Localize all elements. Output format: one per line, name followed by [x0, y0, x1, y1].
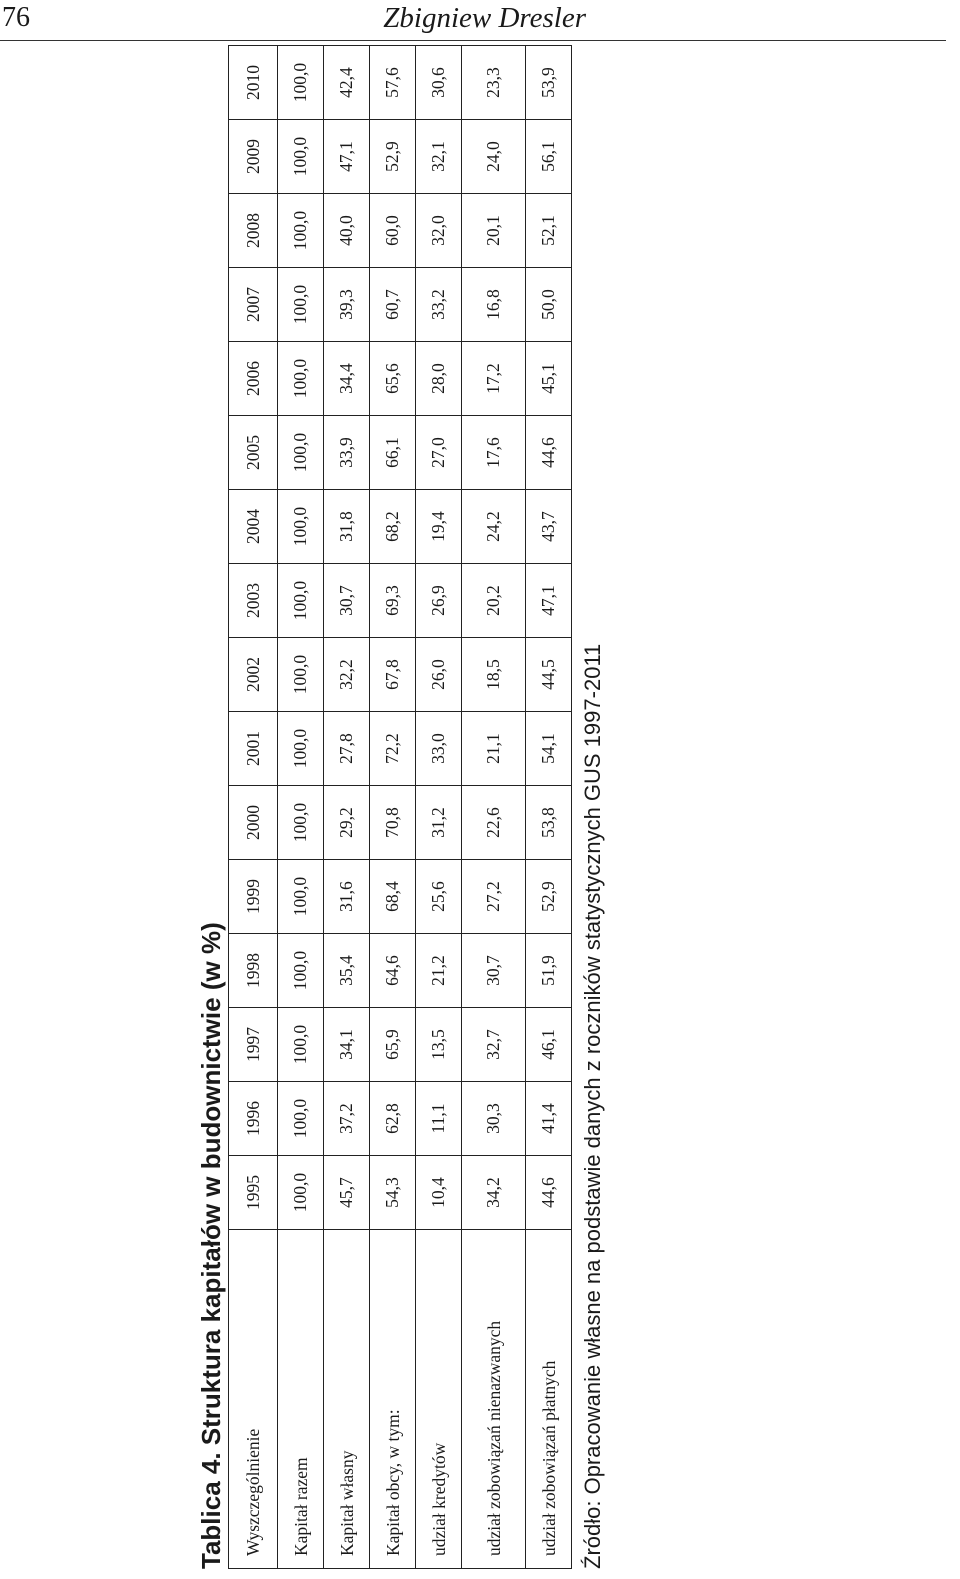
value-cell: 43,7 [526, 490, 572, 564]
value-cell: 100,0 [278, 120, 324, 194]
value-cell: 23,3 [462, 46, 526, 120]
value-cell: 34,1 [324, 1008, 370, 1082]
value-cell: 37,2 [324, 1082, 370, 1156]
value-cell: 33,0 [416, 712, 462, 786]
value-cell: 27,2 [462, 860, 526, 934]
value-cell: 70,8 [370, 786, 416, 860]
value-cell: 100,0 [278, 860, 324, 934]
table-source-note: Źródło: Opracowanie własne na podstawie danych z roczników statystycznych GUS 1997-2011 [580, 643, 605, 1569]
value-cell: 52,1 [526, 194, 572, 268]
value-cell: 29,2 [324, 786, 370, 860]
value-cell: 11,1 [416, 1082, 462, 1156]
value-cell: 66,1 [370, 416, 416, 490]
table-row [416, 46, 462, 1569]
value-cell: 44,5 [526, 638, 572, 712]
value-cell: 34,2 [462, 1156, 526, 1230]
year-header-cell: 1997 [229, 1008, 278, 1082]
page-number: 76 [2, 2, 30, 33]
table-body [229, 46, 572, 1569]
year-header-cell: 1999 [229, 860, 278, 934]
year-header-cell: 1998 [229, 934, 278, 1008]
value-cell: 31,8 [324, 490, 370, 564]
year-header-cell: 2008 [229, 194, 278, 268]
value-cell: 52,9 [526, 860, 572, 934]
value-cell: 17,2 [462, 342, 526, 416]
value-cell: 100,0 [278, 46, 324, 120]
value-cell: 41,4 [526, 1082, 572, 1156]
value-cell: 24,2 [462, 490, 526, 564]
value-cell: 57,6 [370, 46, 416, 120]
value-cell: 45,7 [324, 1156, 370, 1230]
year-header-cell: 2000 [229, 786, 278, 860]
year-header-cell: 2009 [229, 120, 278, 194]
value-cell: 20,1 [462, 194, 526, 268]
value-cell: 68,4 [370, 860, 416, 934]
header-label-cell: Wyszczególnienie [229, 1230, 278, 1569]
value-cell: 31,2 [416, 786, 462, 860]
value-cell: 13,5 [416, 1008, 462, 1082]
value-cell: 26,0 [416, 638, 462, 712]
value-cell: 100,0 [278, 1156, 324, 1230]
value-cell: 51,9 [526, 934, 572, 1008]
value-cell: 65,6 [370, 342, 416, 416]
value-cell: 50,0 [526, 268, 572, 342]
value-cell: 20,2 [462, 564, 526, 638]
table-row [278, 46, 324, 1569]
value-cell: 19,4 [416, 490, 462, 564]
year-header-cell: 2004 [229, 490, 278, 564]
value-cell: 46,1 [526, 1008, 572, 1082]
row-label-cell: udział zobowiązań nienazwanych [462, 1230, 526, 1569]
value-cell: 35,4 [324, 934, 370, 1008]
row-label-cell: udział kredytów [416, 1230, 462, 1569]
year-header-cell: 1995 [229, 1156, 278, 1230]
value-cell: 54,3 [370, 1156, 416, 1230]
value-cell: 32,2 [324, 638, 370, 712]
value-cell: 16,8 [462, 268, 526, 342]
value-cell: 22,6 [462, 786, 526, 860]
value-cell: 28,0 [416, 342, 462, 416]
table-title: Tablica 4. Struktura kapitałów w budownictwie (w %) [196, 922, 226, 1569]
value-cell: 56,1 [526, 120, 572, 194]
value-cell: 10,4 [416, 1156, 462, 1230]
value-cell: 47,1 [324, 120, 370, 194]
value-cell: 100,0 [278, 1082, 324, 1156]
value-cell: 21,1 [462, 712, 526, 786]
value-cell: 27,0 [416, 416, 462, 490]
value-cell: 24,0 [462, 120, 526, 194]
value-cell: 69,3 [370, 564, 416, 638]
value-cell: 44,6 [526, 1156, 572, 1230]
value-cell: 65,9 [370, 1008, 416, 1082]
table-header-row [229, 46, 278, 1569]
value-cell: 27,8 [324, 712, 370, 786]
year-header-cell: 2005 [229, 416, 278, 490]
value-cell: 68,2 [370, 490, 416, 564]
year-header-cell: 2003 [229, 564, 278, 638]
table-row [526, 46, 572, 1569]
row-label-cell: Kapitał razem [278, 1230, 324, 1569]
value-cell: 100,0 [278, 712, 324, 786]
value-cell: 33,2 [416, 268, 462, 342]
value-cell: 47,1 [526, 564, 572, 638]
year-header-cell: 2002 [229, 638, 278, 712]
value-cell: 67,8 [370, 638, 416, 712]
value-cell: 17,6 [462, 416, 526, 490]
value-cell: 100,0 [278, 194, 324, 268]
value-cell: 21,2 [416, 934, 462, 1008]
value-cell: 60,0 [370, 194, 416, 268]
year-header-cell: 2006 [229, 342, 278, 416]
value-cell: 52,9 [370, 120, 416, 194]
year-header-cell: 2001 [229, 712, 278, 786]
value-cell: 100,0 [278, 638, 324, 712]
row-label-cell: udział zobowiązań płatnych [526, 1230, 572, 1569]
year-header-cell: 1996 [229, 1082, 278, 1156]
value-cell: 53,9 [526, 46, 572, 120]
value-cell: 39,3 [324, 268, 370, 342]
value-cell: 40,0 [324, 194, 370, 268]
table-row [370, 46, 416, 1569]
year-header-cell: 2007 [229, 268, 278, 342]
value-cell: 60,7 [370, 268, 416, 342]
value-cell: 64,6 [370, 934, 416, 1008]
value-cell: 30,7 [462, 934, 526, 1008]
value-cell: 32,0 [416, 194, 462, 268]
value-cell: 100,0 [278, 416, 324, 490]
running-head: Zbigniew Dresler [383, 2, 586, 34]
table-row [324, 46, 370, 1569]
value-cell: 30,7 [324, 564, 370, 638]
year-header-cell: 2010 [229, 46, 278, 120]
value-cell: 34,4 [324, 342, 370, 416]
row-label-cell: Kapitał własny [324, 1230, 370, 1569]
capital-structure-table [228, 45, 572, 1569]
value-cell: 100,0 [278, 268, 324, 342]
value-cell: 44,6 [526, 416, 572, 490]
value-cell: 53,8 [526, 786, 572, 860]
value-cell: 54,1 [526, 712, 572, 786]
value-cell: 30,3 [462, 1082, 526, 1156]
value-cell: 62,8 [370, 1082, 416, 1156]
value-cell: 100,0 [278, 934, 324, 1008]
table-row [462, 46, 526, 1569]
value-cell: 100,0 [278, 490, 324, 564]
value-cell: 18,5 [462, 638, 526, 712]
value-cell: 100,0 [278, 1008, 324, 1082]
value-cell: 25,6 [416, 860, 462, 934]
value-cell: 33,9 [324, 416, 370, 490]
value-cell: 45,1 [526, 342, 572, 416]
value-cell: 30,6 [416, 46, 462, 120]
value-cell: 31,6 [324, 860, 370, 934]
row-label-cell: Kapitał obcy, w tym: [370, 1230, 416, 1569]
value-cell: 26,9 [416, 564, 462, 638]
value-cell: 72,2 [370, 712, 416, 786]
value-cell: 42,4 [324, 46, 370, 120]
value-cell: 32,7 [462, 1008, 526, 1082]
value-cell: 100,0 [278, 342, 324, 416]
value-cell: 100,0 [278, 786, 324, 860]
value-cell: 100,0 [278, 564, 324, 638]
value-cell: 32,1 [416, 120, 462, 194]
